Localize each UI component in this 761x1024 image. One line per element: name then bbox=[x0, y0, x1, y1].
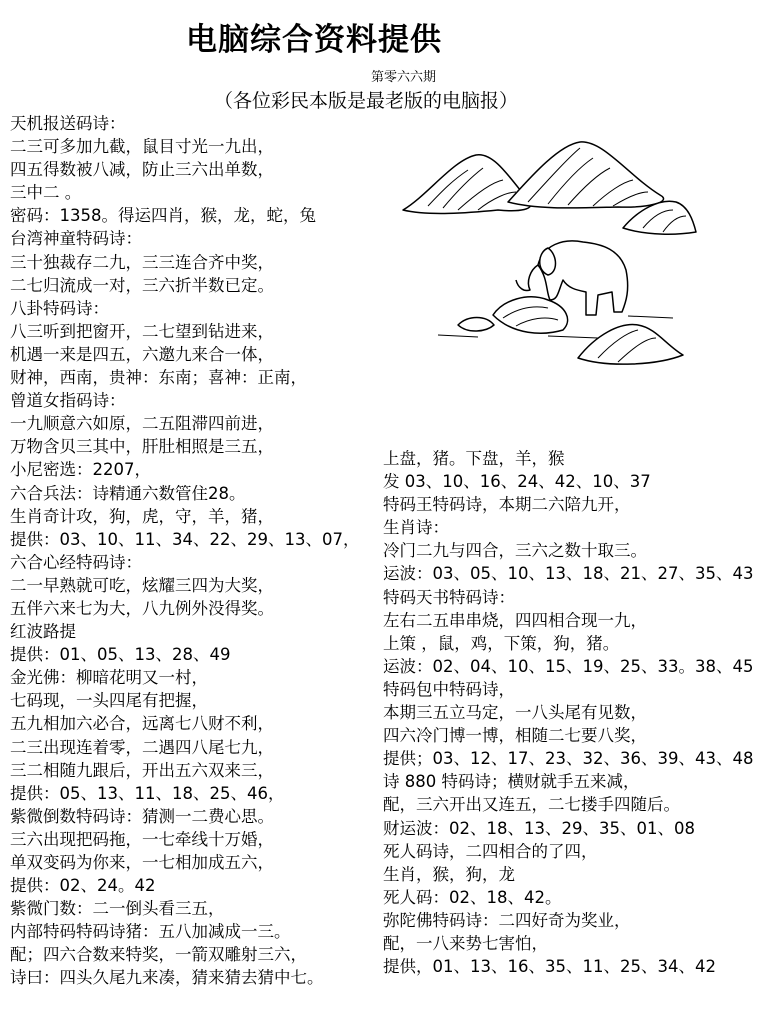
left-column bbox=[10, 112, 380, 990]
left-column-line: 三十独裁存二九，三三连合齐中奖， bbox=[10, 252, 274, 272]
issue-number: 第零六六期 bbox=[371, 70, 437, 85]
left-column-line: 配；四六合数来特奖，一箭双雕射三六， bbox=[10, 945, 307, 965]
left-column-line: 内部特码特码诗猪：五八加减成一三。 bbox=[10, 922, 291, 942]
elephant-landscape-illustration bbox=[398, 140, 698, 380]
left-column-line: 财神，西南，贵神：东南；喜神：正南， bbox=[10, 368, 307, 388]
page-title: 电脑综合资料提供 bbox=[186, 22, 442, 58]
right-column-line: 配，三六开出又连五，二七搂手四随后。 bbox=[383, 795, 680, 815]
right-column-line: 运波：02、04、10、15、19、25、33。38、45 bbox=[383, 656, 754, 676]
left-column-line: 万物含贝三其中，肝肚相照是三五， bbox=[10, 437, 274, 457]
left-column-line: 五伴六来七为大，八九例外没得奖。 bbox=[10, 598, 274, 618]
left-column-line: 三中二 。 bbox=[10, 183, 82, 203]
right-column-line: 左右二五串串烧，四四相合现一九， bbox=[383, 610, 647, 630]
left-column-line: 提供：01、05、13、28、49 bbox=[10, 645, 231, 665]
right-column-line: 死人码诗，二四相合的了四， bbox=[383, 841, 598, 861]
left-column-line: 台湾神童特码诗： bbox=[10, 229, 142, 249]
left-column-line: 小尼密选：2207， bbox=[10, 460, 151, 480]
right-column bbox=[383, 447, 758, 978]
right-column-line: 运波：03、05、10、13、18、21、27、35、43 bbox=[383, 564, 754, 584]
right-column-line: 生肖诗： bbox=[383, 518, 449, 538]
left-column-line: 一九顺意六如原，二五阻滞四前进， bbox=[10, 414, 274, 434]
page-subtitle: （各位彩民本版是最老版的电脑报） bbox=[214, 90, 519, 112]
right-column-line: 财运波：02、18、13、29、35、01、08 bbox=[383, 818, 695, 838]
left-column-line: 诗曰：四头久尾九来凑，猜来猜去猜中七。 bbox=[10, 968, 324, 988]
left-column-line: 紫微倒数特码诗：猜测一二费心思。 bbox=[10, 806, 274, 826]
left-column-line: 三六出现把码拖，一七牵线十万婚， bbox=[10, 829, 274, 849]
right-column-line: 提供；03、12、17、23、32、36、39、43、48 bbox=[383, 749, 754, 769]
right-column-line: 提供，01、13、16、35、11、25、34、42 bbox=[383, 957, 716, 977]
right-column-line: 冷门二九与四合，三六之数十取三。 bbox=[383, 541, 647, 561]
left-column-line: 紫微门数：二一倒头看三五， bbox=[10, 899, 225, 919]
right-column-line: 生肖，猴，狗，龙 bbox=[383, 864, 515, 884]
right-column-line: 特码包中特码诗， bbox=[383, 679, 515, 699]
right-column-line: 配，一八来势七害怕， bbox=[383, 933, 548, 953]
right-column-line: 发 03、10、16、24、42、10、37 bbox=[383, 472, 651, 492]
right-column-line: 四六冷门博一博，相随二七要八奖， bbox=[383, 726, 647, 746]
right-column-line: 诗 880 特码诗；横财就手五来减， bbox=[383, 772, 640, 792]
right-column-line: 死人码：02、18、42。 bbox=[383, 887, 562, 907]
left-column-line: 提供：05、13、11、18、25、46， bbox=[10, 783, 285, 803]
left-column-line: 二三可多加九截，鼠目寸光一九出， bbox=[10, 137, 274, 157]
left-column-line: 八三听到把窗开，二七望到钻进来， bbox=[10, 321, 274, 341]
left-column-line: 二七归流成一对，三六折半数已定。 bbox=[10, 275, 274, 295]
left-column-line: 提供：02、24。42 bbox=[10, 876, 156, 896]
right-column-line: 弥陀佛特码诗：二四好奇为奖业， bbox=[383, 910, 631, 930]
left-column-line: 单双变码为你来，一七相加成五六， bbox=[10, 853, 274, 872]
left-column-line: 天机报送码诗： bbox=[10, 114, 126, 133]
left-column-line: 八卦特码诗： bbox=[10, 298, 109, 318]
right-column-line: 特码王特码诗，本期二六陪九开， bbox=[383, 495, 631, 515]
left-column-line: 机遇一来是四五，六邀九来合一体， bbox=[10, 344, 274, 364]
right-column-line: 本期三五立马定，一八头尾有见数， bbox=[383, 703, 647, 723]
left-column-line: 曾道女指码诗： bbox=[10, 391, 126, 411]
left-column-line: 六合兵法：诗精通六数管住28。 bbox=[10, 483, 246, 503]
left-column-line: 五九相加六必合，远离七八财不利， bbox=[10, 714, 274, 734]
left-column-line: 红波路提 bbox=[10, 622, 76, 642]
mountain-left bbox=[403, 155, 531, 214]
right-column-line: 上盘，猪。下盘，羊，猴 bbox=[383, 449, 565, 468]
right-column-line: 特码天书特码诗： bbox=[383, 587, 515, 607]
left-column-line: 密码：1358。得运四肖，猴，龙，蛇，兔 bbox=[10, 206, 316, 226]
left-column-line: 三二相随九跟后，开出五六双来三， bbox=[10, 760, 274, 780]
left-column-line: 二一早熟就可吃，炫耀三四为大奖， bbox=[10, 575, 274, 595]
right-column-line: 上策 ，鼠，鸡，下策，狗，猪。 bbox=[383, 633, 620, 653]
left-column-line: 提供：03、10、11、34、22、29、13、07， bbox=[10, 529, 360, 549]
hill-lower bbox=[578, 325, 683, 365]
left-column-line: 二三出现连着零，二遇四八尾七九， bbox=[10, 737, 274, 757]
left-column-line: 六合心经特码诗： bbox=[10, 552, 142, 572]
left-column-line: 七码现，一头四尾有把握， bbox=[10, 691, 208, 711]
rocks bbox=[493, 297, 568, 333]
left-column-line: 四五得数被八减，防止三六出单数， bbox=[10, 160, 274, 180]
left-column-line: 生肖奇计攻，狗，虎，守，羊，猪， bbox=[10, 506, 274, 526]
left-column-line: 金光佛：柳暗花明又一村， bbox=[10, 668, 208, 688]
